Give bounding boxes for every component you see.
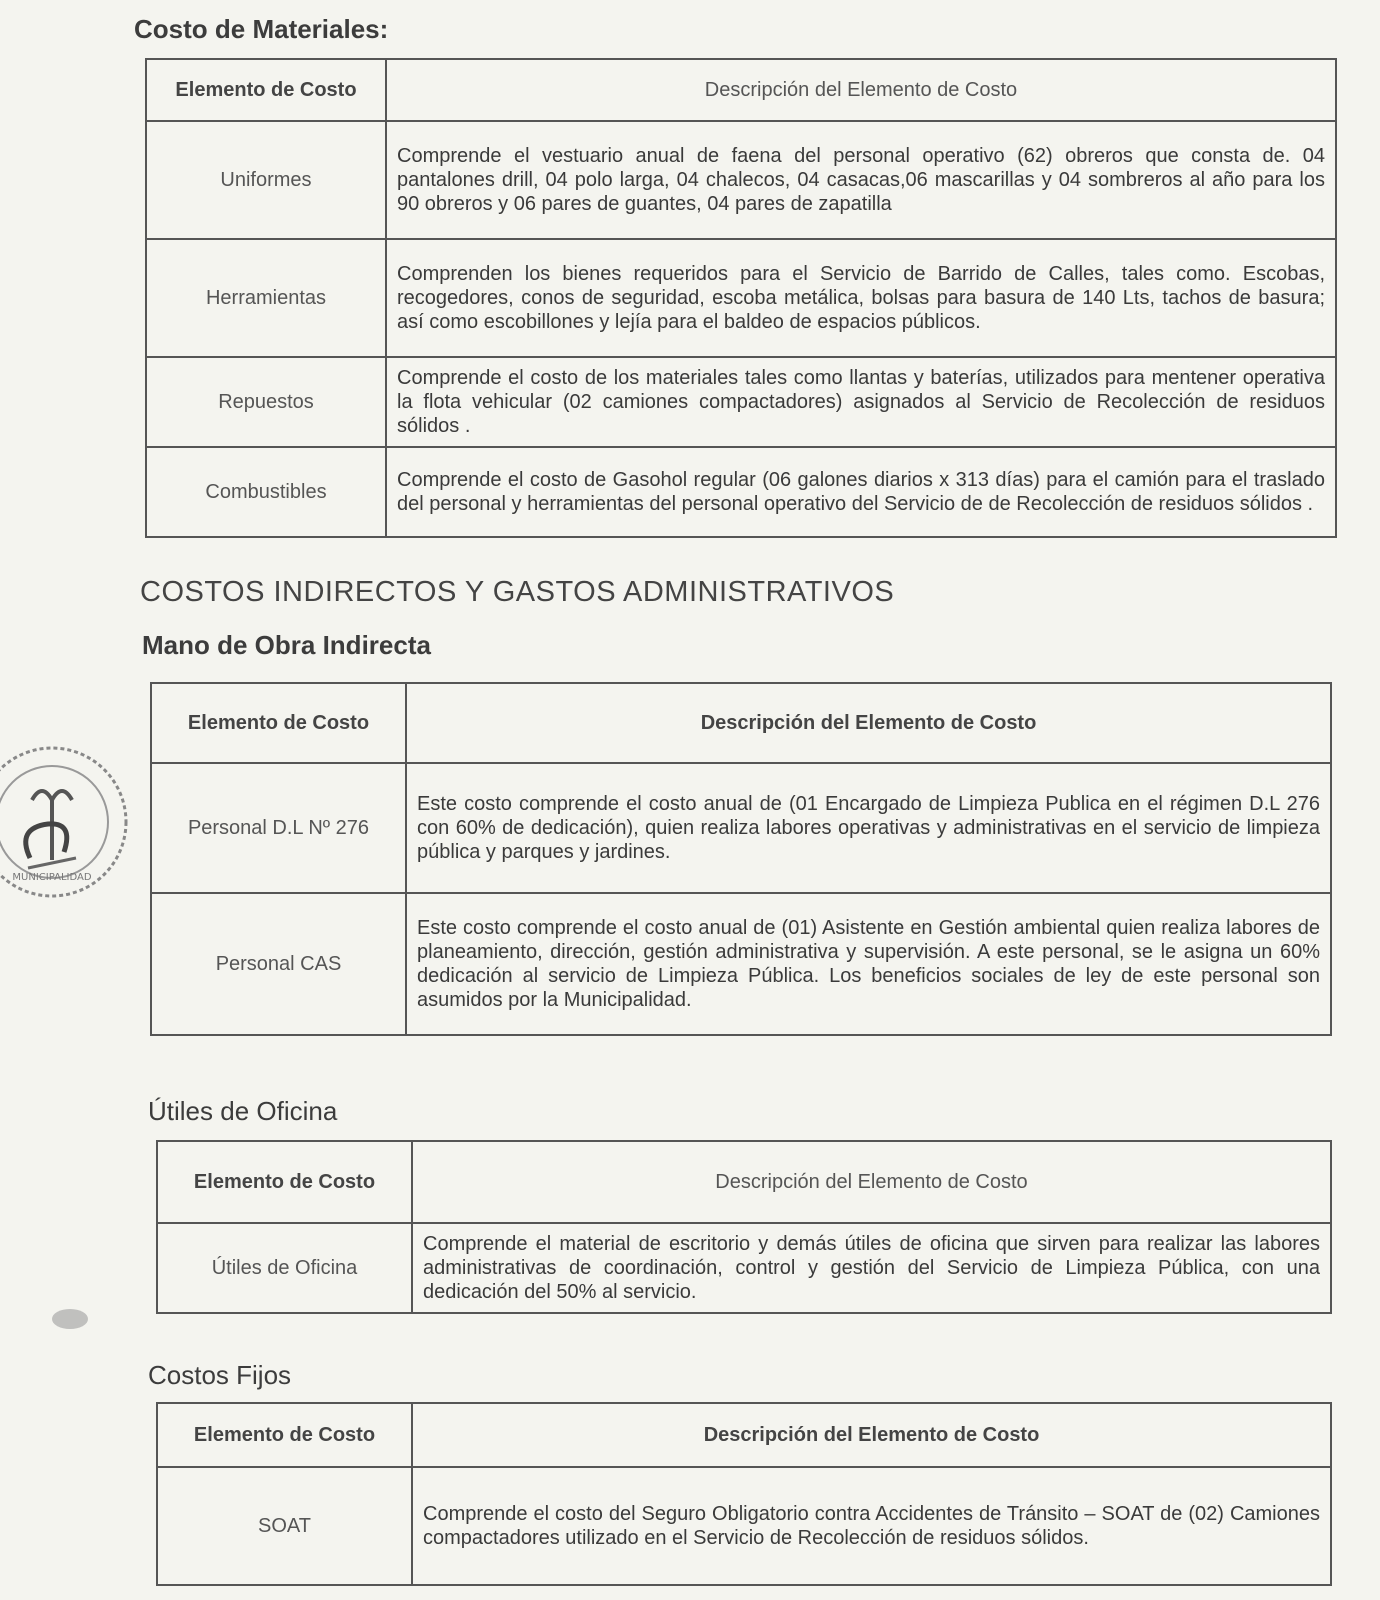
header-descripcion: Descripción del Elemento de Costo bbox=[412, 1403, 1331, 1467]
heading-costo-materiales: Costo de Materiales: bbox=[134, 14, 389, 44]
table-utiles-oficina bbox=[156, 1140, 1332, 1314]
table-row bbox=[157, 1467, 1331, 1585]
header-elemento: Elemento de Costo bbox=[157, 1141, 412, 1223]
row-element: Uniformes bbox=[146, 121, 386, 239]
table-row bbox=[151, 893, 1331, 1035]
row-element: Personal D.L Nº 276 bbox=[151, 763, 406, 893]
row-element: Herramientas bbox=[146, 239, 386, 357]
seal-text: MUNICIPALIDAD bbox=[12, 872, 92, 883]
heading-costos-fijos: Costos Fijos bbox=[148, 1360, 292, 1390]
row-element: Repuestos bbox=[146, 357, 386, 447]
table-costo-materiales bbox=[145, 58, 1337, 538]
heading-costos-indirectos: COSTOS INDIRECTOS Y GASTOS ADMINISTRATIVOS bbox=[140, 576, 895, 608]
table-row bbox=[146, 239, 1336, 357]
row-description: Comprende el vestuario anual de faena del personal operativo (62) obreros que consta de. 04 pantalones drill, 04 polo larga, 04 chalecos, 04 casacas,06 mascarillas y 04 sombreros al año para los 90 obreros y 06 pares de guantes, 04 pares de zapatilla bbox=[386, 121, 1336, 239]
table-row bbox=[146, 357, 1336, 447]
header-elemento: Elemento de Costo bbox=[146, 59, 386, 121]
row-description: Comprende el costo de Gasohol regular (06 galones diarios x 313 días) para el camión para el traslado del personal y herramientas del personal operativo del Servicio de de Recolección de residuos sólidos . bbox=[386, 447, 1336, 537]
row-element: SOAT bbox=[157, 1467, 412, 1585]
header-descripcion: Descripción del Elemento de Costo bbox=[406, 683, 1331, 763]
row-description: Este costo comprende el costo anual de (01) Asistente en Gestión ambiental quien realiza labores de planeamiento, dirección, gestión administrativa y supervisión. A este personal, se le asigna un 60% dedicación al servicio de Limpieza Pública. Los beneficios sociales de ley de este personal son asumidos por la Municipalidad. bbox=[406, 893, 1331, 1035]
row-description: Este costo comprende el costo anual de (01 Encargado de Limpieza Publica en el régimen D.L 276 con 60% de dedicación), quien realiza labores operativas y administrativas en el servicio de limpieza pública y parques y jardines. bbox=[406, 763, 1331, 893]
header-descripcion: Descripción del Elemento de Costo bbox=[412, 1141, 1331, 1223]
table-header-row bbox=[146, 59, 1336, 121]
table-row bbox=[157, 1223, 1331, 1313]
heading-utiles-oficina: Útiles de Oficina bbox=[148, 1096, 338, 1126]
table-header-row bbox=[157, 1403, 1331, 1467]
row-element: Combustibles bbox=[146, 447, 386, 537]
row-description: Comprende el material de escritorio y demás útiles de oficina que sirven para realizar las labores administrativas de coordinación, control y gestión del Servicio de Limpieza Pública, con una dedicación del 50% al servicio. bbox=[412, 1223, 1331, 1313]
ink-smudge-icon bbox=[46, 1304, 96, 1334]
header-elemento: Elemento de Costo bbox=[151, 683, 406, 763]
table-header-row bbox=[157, 1141, 1331, 1223]
row-description: Comprende el costo de los materiales tales como llantas y baterías, utilizados para mentener operativa la flota vehicular (02 camiones compactadores) asignados al Servicio de Recolección de residuos sólidos . bbox=[386, 357, 1336, 447]
heading-mano-obra-indirecta: Mano de Obra Indirecta bbox=[142, 630, 431, 660]
table-row bbox=[146, 121, 1336, 239]
table-header-row bbox=[151, 683, 1331, 763]
table-mano-obra-indirecta bbox=[150, 682, 1332, 1036]
municipal-seal-stamp bbox=[0, 740, 135, 905]
table-row bbox=[146, 447, 1336, 537]
table-row bbox=[151, 763, 1331, 893]
row-description: Comprenden los bienes requeridos para el Servicio de Barrido de Calles, tales como. Escobas, recogedores, conos de seguridad, escoba metálica, bolsas para basura de 140 Lts, tachos de basura; así como escobillones y lejía para el baldeo de espacios públicos. bbox=[386, 239, 1336, 357]
header-descripcion: Descripción del Elemento de Costo bbox=[386, 59, 1336, 121]
row-element: Útiles de Oficina bbox=[157, 1223, 412, 1313]
row-description: Comprende el costo del Seguro Obligatorio contra Accidentes de Tránsito – SOAT de (02) Camiones compactadores utilizado en el Servicio de Recolección de residuos sólidos. bbox=[412, 1467, 1331, 1585]
header-elemento: Elemento de Costo bbox=[157, 1403, 412, 1467]
row-element: Personal CAS bbox=[151, 893, 406, 1035]
table-costos-fijos bbox=[156, 1402, 1332, 1586]
